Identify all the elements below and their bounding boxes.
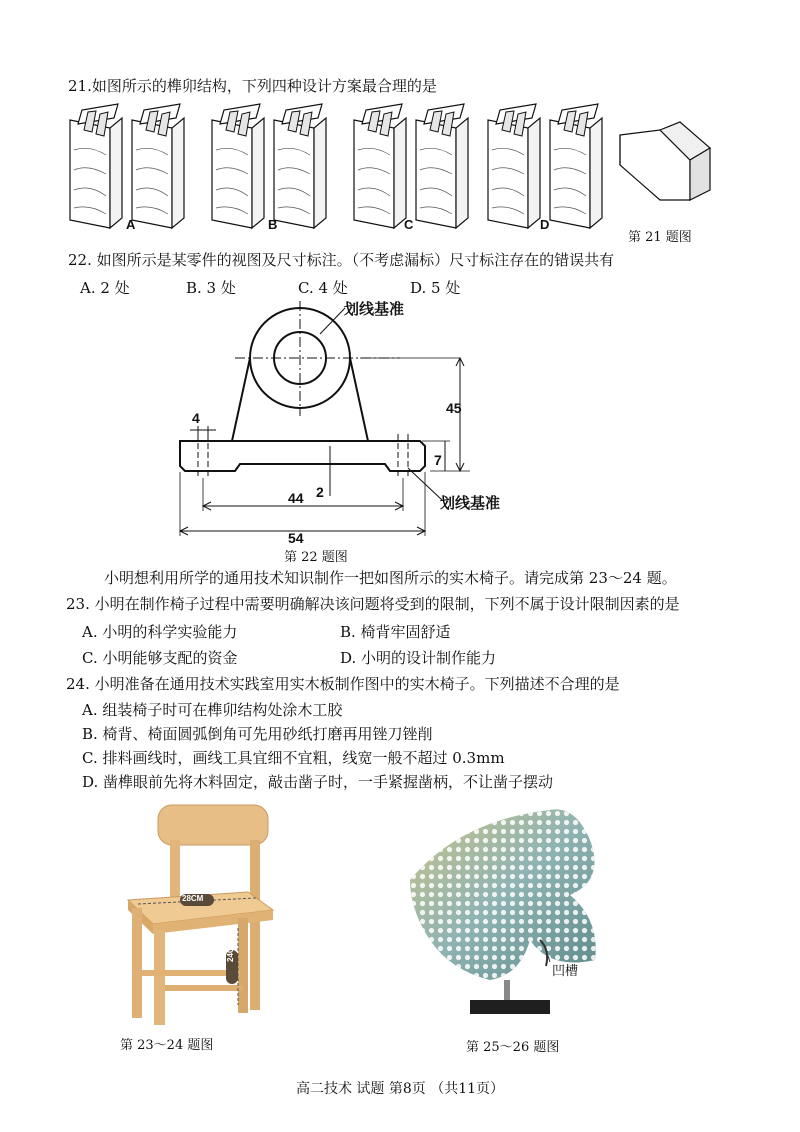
q22-caption: 第 22 题图 bbox=[284, 550, 348, 565]
page-footer: 高二技术 试题 第8页 （共11页） bbox=[295, 1081, 505, 1097]
q21-caption: 第 21 题图 bbox=[628, 230, 692, 245]
intro-text: 小明想利用所学的通用技术知识制作一把如图所示的实木椅子。请完成第 23～24 题。 bbox=[104, 569, 677, 587]
chair-picture bbox=[118, 800, 278, 1030]
fish-sculpture-picture bbox=[400, 800, 620, 1030]
chair-width-label: 28CM bbox=[182, 894, 204, 903]
q22-option-d[interactable]: D. 5 处 bbox=[410, 279, 461, 297]
q21-option-d-figure bbox=[488, 104, 602, 228]
q21-option-b-figure bbox=[212, 104, 326, 228]
datum-label-bottom: 划线基准 bbox=[440, 495, 501, 512]
q22-option-a[interactable]: A. 2 处 bbox=[80, 279, 130, 297]
q21-reference-block bbox=[620, 122, 710, 200]
fish-caption: 第 25～26 题图 bbox=[466, 1040, 560, 1055]
q21-stem: 21.如图所示的榫卯结构，下列四种设计方案最合理的是 bbox=[68, 77, 437, 95]
q21-label-a: A bbox=[126, 217, 136, 232]
q21-option-c-figure bbox=[354, 104, 468, 228]
chair-height-label: 24CM bbox=[226, 940, 235, 962]
q24-option-d[interactable]: D. 凿榫眼前先将木料固定，敲击凿子时，一手紧握凿柄，不让凿子摆动 bbox=[82, 773, 554, 791]
q23-option-b[interactable]: B. 椅背牢固舒适 bbox=[340, 623, 451, 641]
fish-base bbox=[470, 1000, 550, 1014]
q21-label-d: D bbox=[540, 217, 550, 232]
q24-stem: 24. 小明准备在通用技术实践室用实木板制作图中的实木椅子。下列描述不合理的是 bbox=[66, 675, 620, 693]
q23-option-d[interactable]: D. 小明的设计制作能力 bbox=[340, 649, 497, 667]
dim-7: 7 bbox=[434, 452, 442, 468]
dim-45: 45 bbox=[446, 400, 462, 416]
q24-option-a[interactable]: A. 组装椅子时可在榫卯结构处涂木工胶 bbox=[82, 701, 343, 719]
q24-option-c[interactable]: C. 排料画线时，画线工具宜细不宜粗，线宽一般不超过 0.3mm bbox=[82, 749, 505, 767]
q21-option-a-figure bbox=[70, 104, 184, 228]
datum-label-top: 划线基准 bbox=[344, 301, 405, 318]
dim-44: 44 bbox=[288, 490, 304, 506]
q21-label-b: B bbox=[268, 217, 278, 232]
q23-stem: 23. 小明在制作椅子过程中需要明确解决该问题将受到的限制，下列不属于设计限制因素的是 bbox=[66, 595, 680, 613]
q22-option-b[interactable]: B. 3 处 bbox=[186, 279, 236, 297]
dim-4: 4 bbox=[192, 410, 200, 426]
q22-option-c[interactable]: C. 4 处 bbox=[298, 279, 348, 297]
dim-54: 54 bbox=[288, 530, 304, 546]
q24-option-b[interactable]: B. 椅背、椅面圆弧倒角可先用砂纸打磨再用锉刀锉削 bbox=[82, 725, 433, 743]
dim-2: 2 bbox=[316, 484, 324, 500]
chair-caption: 第 23～24 题图 bbox=[120, 1038, 214, 1053]
q21-label-c: C bbox=[404, 217, 414, 232]
groove-label: 凹槽 bbox=[552, 964, 579, 979]
q22-stem: 22. 如图所示是某零件的视图及尺寸标注。（不考虑漏标）尺寸标注存在的错误共有 bbox=[68, 251, 615, 269]
q23-option-c[interactable]: C. 小明能够支配的资金 bbox=[82, 649, 238, 667]
q23-option-a[interactable]: A. 小明的科学实验能力 bbox=[82, 623, 238, 641]
